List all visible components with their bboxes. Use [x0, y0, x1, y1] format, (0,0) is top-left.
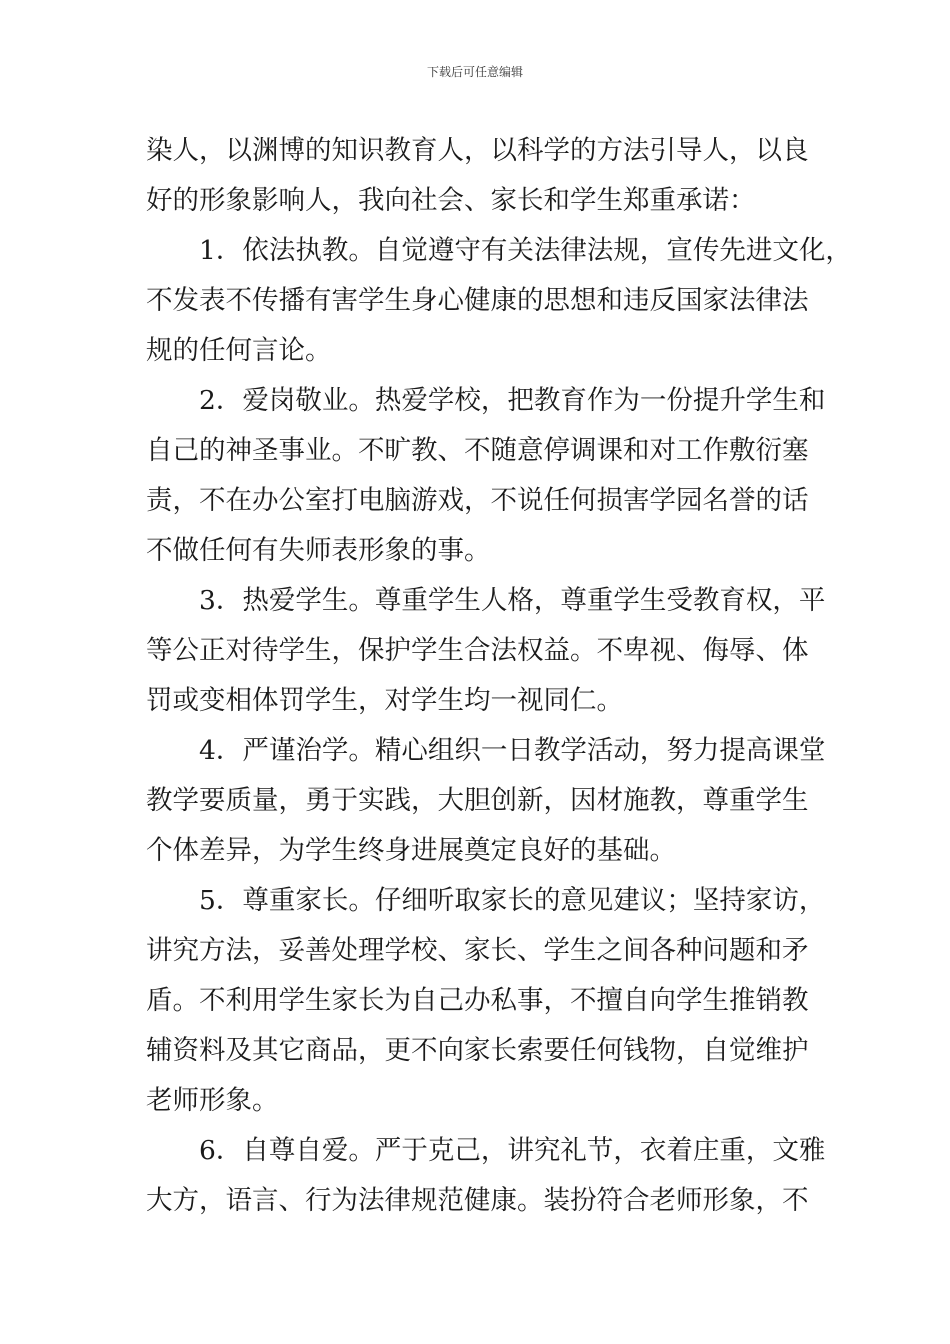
- body-line: 规的任何言论。: [146, 335, 332, 366]
- body-line: 5．尊重家长。仔细听取家长的意见建议；坚持家访，: [199, 885, 826, 916]
- body-line: 3．热爱学生。尊重学生人格，尊重学生受教育权，平: [199, 585, 826, 616]
- body-line: 染人，以渊博的知识教育人，以科学的方法引导人，以良: [146, 135, 809, 166]
- body-line: 个体差异，为学生终身进展奠定良好的基础。: [146, 835, 676, 866]
- page-header-note: 下载后可任意编辑: [426, 65, 523, 79]
- body-line: 不发表不传播有害学生身心健康的思想和违反国家法律法: [146, 285, 809, 316]
- document-body: [146, 126, 852, 1226]
- body-line: 1．依法执教。自觉遵守有关法律法规，宣传先进文化，: [199, 235, 852, 266]
- body-line: 好的形象影响人，我向社会、家长和学生郑重承诺：: [146, 185, 756, 216]
- body-line: 6．自尊自爱。严于克己，讲究礼节，衣着庄重，文雅: [199, 1135, 826, 1166]
- body-line: 讲究方法，妥善处理学校、家长、学生之间各种问题和矛: [146, 935, 809, 966]
- body-line: 等公正对待学生，保护学生合法权益。不卑视、侮辱、体: [146, 635, 809, 666]
- body-line: 责，不在办公室打电脑游戏，不说任何损害学园名誉的话: [146, 485, 809, 516]
- body-line: 盾。不利用学生家长为自己办私事，不擅自向学生推销教: [146, 985, 809, 1016]
- body-line: 罚或变相体罚学生，对学生均一视同仁。: [146, 685, 623, 716]
- body-line: 辅资料及其它商品，更不向家长索要任何钱物，自觉维护: [146, 1035, 809, 1066]
- body-line: 教学要质量，勇于实践，大胆创新，因材施教，尊重学生: [146, 785, 809, 816]
- body-line: 自己的神圣事业。不旷教、不随意停调课和对工作敷衍塞: [146, 435, 809, 466]
- body-line: 4．严谨治学。精心组织一日教学活动，努力提高课堂: [199, 735, 826, 766]
- body-line: 2．爱岗敬业。热爱学校，把教育作为一份提升学生和: [199, 385, 826, 416]
- body-line: 老师形象。: [146, 1085, 279, 1116]
- body-line: 大方，语言、行为法律规范健康。装扮符合老师形象，不: [146, 1185, 809, 1216]
- body-line: 不做任何有失师表形象的事。: [146, 535, 491, 566]
